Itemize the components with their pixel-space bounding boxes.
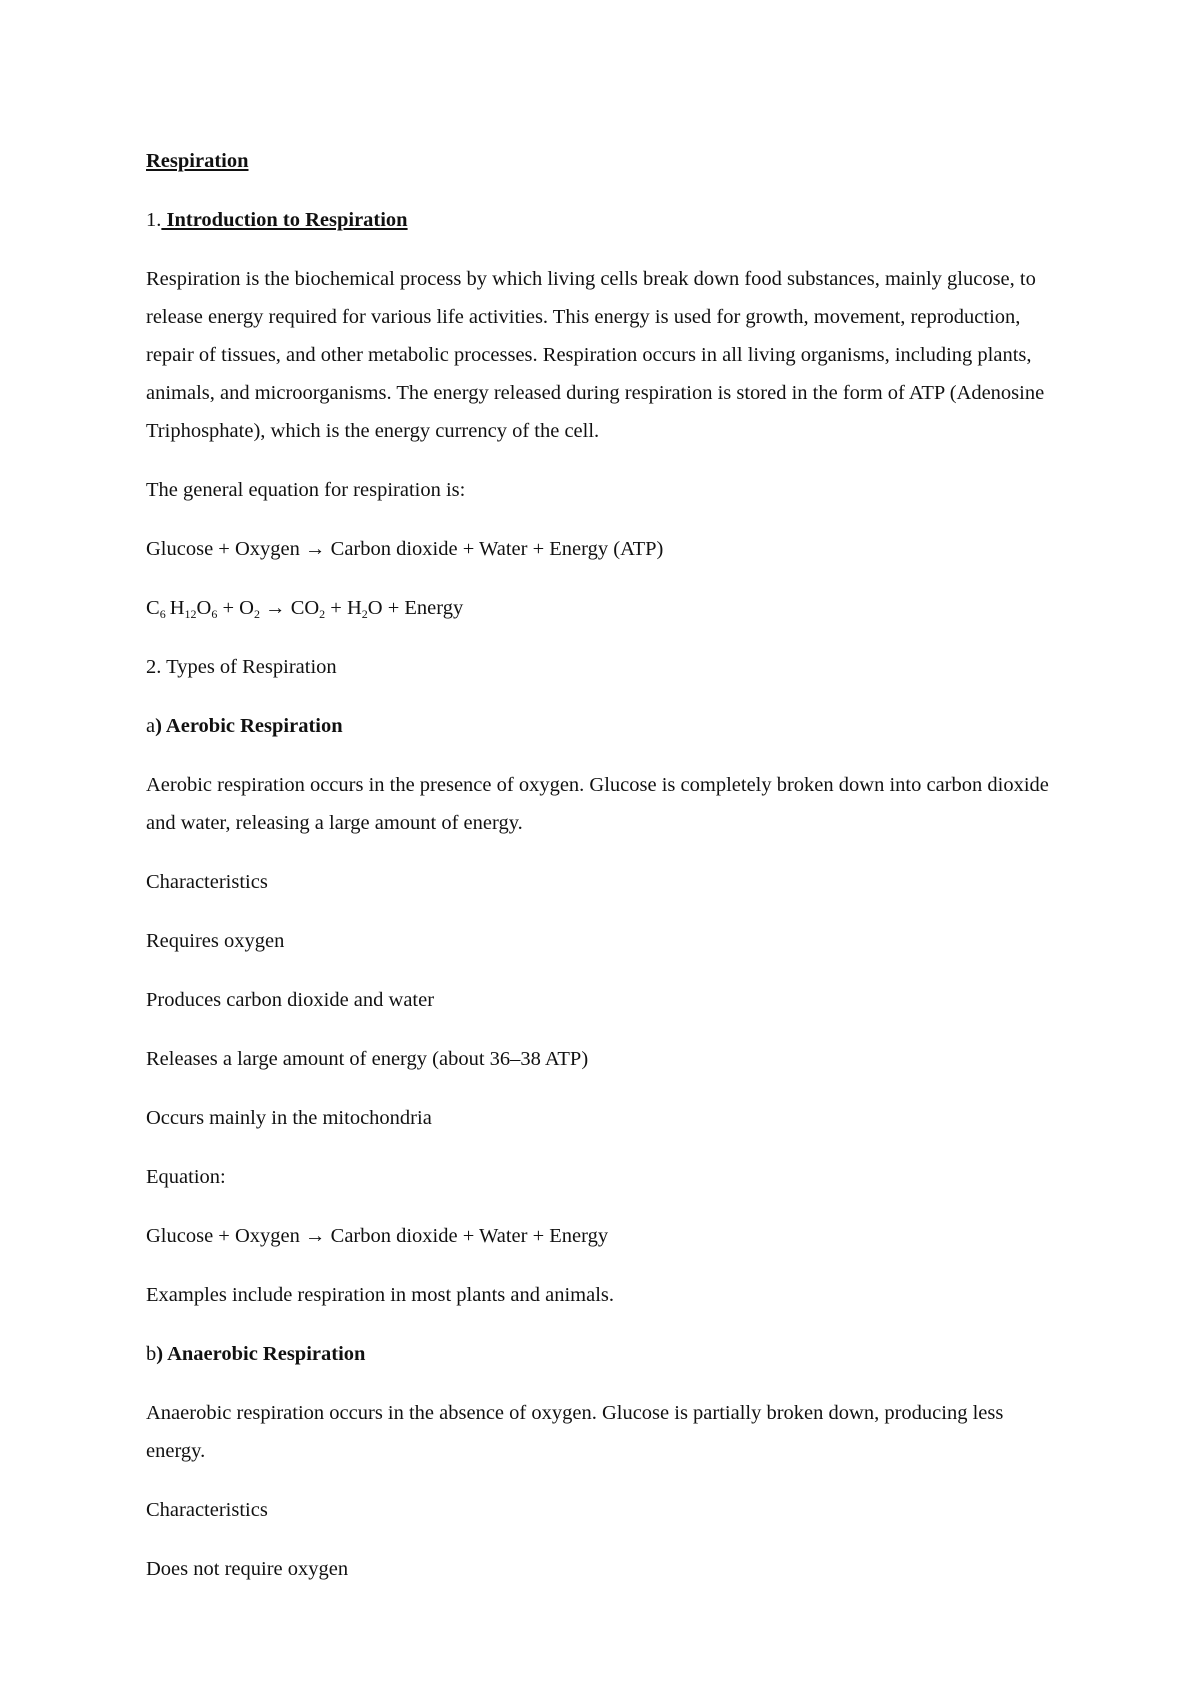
intro-paragraph: Respiration is the biochemical process by which living cells break down food substances, mainly glucose, to release energy required for various life activities. This energy is used for growth, movement, reproduction, repair of tissues, and other metabolic processes. Respiration occurs in all living organisms, including plants, animals, and microorganisms. The energy released during respiration is stored in the form of ATP (Adenosine Triphosphate), which is the energy currency of the cell. bbox=[146, 268, 1045, 442]
chemical-equation bbox=[146, 589, 1066, 627]
formula-part: → CO bbox=[259, 597, 320, 619]
aerobic-characteristics-label: Characteristics bbox=[146, 871, 268, 893]
formula-part: O bbox=[196, 597, 212, 619]
aerobic-examples: Examples include respiration in most plants and animals. bbox=[146, 1284, 614, 1306]
anaerobic-characteristic-item: Does not require oxygen bbox=[146, 1558, 349, 1580]
section-title: Introduction to Respiration bbox=[161, 209, 408, 231]
document-body bbox=[146, 142, 1066, 1609]
subheading-title: ) Anaerobic Respiration bbox=[156, 1343, 366, 1365]
aerobic-equation: Glucose + Oxygen → Carbon dioxide + Water + Energy bbox=[146, 1225, 609, 1247]
section-heading-introduction bbox=[146, 201, 1066, 239]
formula-subscript: 6 bbox=[211, 607, 218, 621]
anaerobic-characteristics-label: Characteristics bbox=[146, 1499, 268, 1521]
subheading-aerobic bbox=[146, 707, 1066, 745]
formula-part: C bbox=[146, 597, 160, 619]
subheading-letter: a bbox=[146, 715, 156, 737]
aerobic-characteristic-item: Requires oxygen bbox=[146, 930, 285, 952]
formula-subscript: 2 bbox=[361, 607, 368, 621]
formula-part: H bbox=[169, 597, 185, 619]
section-heading-types: 2. Types of Respiration bbox=[146, 656, 337, 678]
subheading-title: ) Aerobic Respiration bbox=[155, 715, 343, 737]
word-equation: Glucose + Oxygen → Carbon dioxide + Water + Energy (ATP) bbox=[146, 538, 664, 560]
aerobic-characteristic-item: Occurs mainly in the mitochondria bbox=[146, 1107, 432, 1129]
anaerobic-paragraph: Anaerobic respiration occurs in the absence of oxygen. Glucose is partially broken down, producing less energy. bbox=[146, 1402, 1004, 1462]
subheading-letter: b bbox=[146, 1343, 157, 1365]
aerobic-characteristic-item: Releases a large amount of energy (about 36–38 ATP) bbox=[146, 1048, 589, 1070]
formula-part: + O bbox=[217, 597, 254, 619]
aerobic-equation-label: Equation: bbox=[146, 1166, 226, 1188]
aerobic-paragraph: Aerobic respiration occurs in the presence of oxygen. Glucose is completely broken down into carbon dioxide and water, releasing a large amount of energy. bbox=[146, 774, 1049, 834]
general-equation-label: The general equation for respiration is: bbox=[146, 479, 466, 501]
section-number: 1. bbox=[146, 209, 162, 231]
formula-part: O + Energy bbox=[367, 597, 464, 619]
formula-subscript: 2 bbox=[253, 607, 260, 621]
formula-subscript: 6 bbox=[159, 607, 166, 621]
formula-part: + H bbox=[325, 597, 362, 619]
subheading-anaerobic bbox=[146, 1335, 1066, 1373]
formula-subscript: 12 bbox=[184, 607, 197, 621]
formula-subscript: 2 bbox=[319, 607, 326, 621]
aerobic-characteristic-item: Produces carbon dioxide and water bbox=[146, 989, 435, 1011]
document-title: Respiration bbox=[146, 150, 249, 172]
